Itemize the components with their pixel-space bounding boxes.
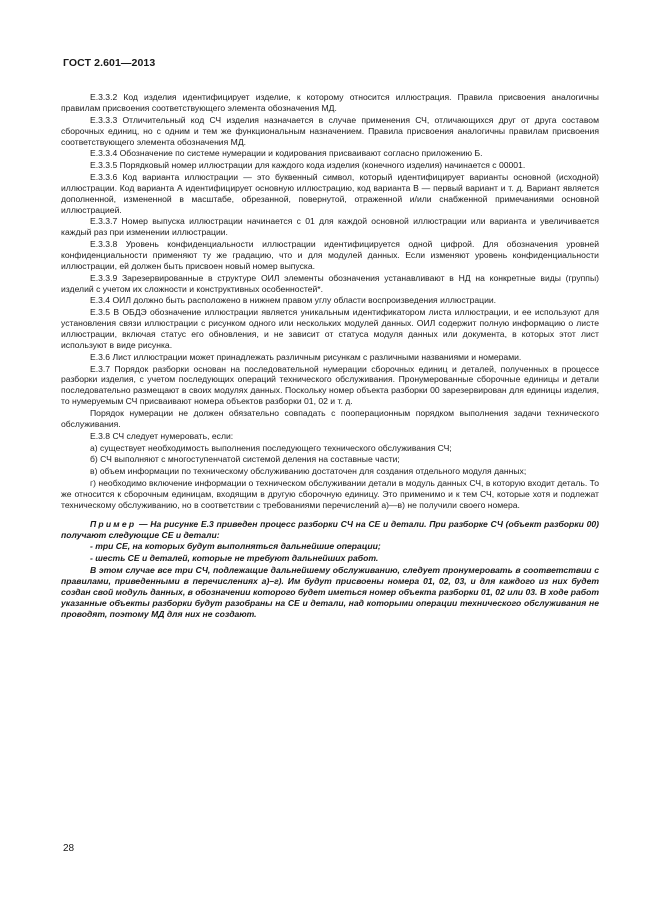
paragraph-e3-3-5: Е.3.3.5 Порядковый номер иллюстрации для каждого кода изделия (конечного изделия) начинается с 00001. [90, 160, 526, 171]
paragraph-e3-3-4: Е.3.3.4 Обозначение по системе нумерации и кодирования присваивают согласно приложению Б. [90, 148, 483, 159]
paragraph-e3-3-2: Е.3.3.2 Код изделия идентифицирует изделие, к которому относится иллюстрация. Правила присвоения аналогичны правилам присвоения соответствующего элемента обозначения МД. [61, 92, 599, 113]
example-label: Пример [90, 518, 137, 529]
list-item-a: а) существует необходимость выполнения последующего технического обслуживания СЧ; [90, 442, 452, 453]
example-bullet-1: - три СЕ, на которых будут выполняться дальнейшие операции; [90, 541, 381, 552]
paragraph-numbering-order: Порядок нумерации не должен обязательно совпадать с пооперационным порядком выполнения задачи технического обслуживания. [61, 408, 599, 429]
list-item-b: б) СЧ выполняют с многоступенчатой системой деления на составные части; [90, 454, 400, 465]
paragraph-e3-3-8: Е.3.3.8 Уровень конфиденциальности иллюстрации идентифицируется одной цифрой. Для обозначения уровней конфиденциальности применяют ту же градацию, что и для модулей данных. Если изменяют уровень конфиденциальности иллюстрации, ей должен быть присвоен новый номер выпуска. [61, 239, 599, 271]
paragraph-e3-8: Е.3.8 СЧ следует нумеровать, если: [90, 430, 234, 441]
list-item-v: в) объем информации по техническому обслуживанию достаточен для создания отдельного модуля данных; [90, 466, 527, 477]
paragraph-e3-3-9: Е.3.3.9 Зарезервированные в структуре ОИЛ элементы обозначения устанавливают в НД на конкретные виды (группы) изделий с учетом их сложности и конструктивных особенностей*. [61, 272, 599, 294]
paragraph-e3-4: Е.3.4 ОИЛ должно быть расположено в нижнем правом углу области воспроизведения иллюстрации. [90, 295, 497, 306]
paragraph-e3-3-6: Е.3.3.6 Код варианта иллюстрации — это буквенный символ, который идентифицирует варианты основной (исходной) иллюстрации. Код варианта А идентифицирует основную иллюстрацию, код варианта В — первый вариант и т. д. Вариант является дополненной, измененной в масштабе, обрезанной, повернутой, отраженной и/или снабженной примечаниями основной иллюстрацией. [61, 171, 599, 215]
example-intro-text: — На рисунке Е.3 приведен процесс разборки СЧ на СЕ и детали. При разборке СЧ (объект разборки 00) получают следующие СЕ и детали: [61, 518, 599, 540]
main-text [61, 92, 599, 621]
paragraph-e3-5: Е.3.5 В ОБДЭ обозначение иллюстрации является уникальным идентификатором листа иллюстрации, и ее используют для установления связи иллюстрации с рисунком одного или нескольких модулей данных. ОИЛ содержит полную информацию о листе иллюстрации, включая статус его обновления, и не зависит от статуса модуля данных или документа, в которых этот лист используют в виде рисунка. [61, 307, 599, 350]
paragraph-e3-6: Е.3.6 Лист иллюстрации может принадлежать различным рисункам с различными названиями и номерами. [90, 351, 522, 362]
example-intro [61, 519, 599, 541]
page-number: 28 [63, 843, 75, 854]
example-block [61, 519, 599, 620]
paragraph-e3-3-7: Е.3.3.7 Номер выпуска иллюстрации начинается с 01 для каждой основной иллюстрации или варианта и увеличивается каждый раз при изменении иллюстрации. [61, 216, 599, 238]
list-item-g: г) необходимо включение информации о техническом обслуживании детали в модуль данных СЧ, в которую входит деталь. То же относится к сборочным единицам, входящим в другую сборочную единицу. Это применимо и к тем СЧ, которые хотя и подлежат техническому обслуживанию, но в соответствии с требованиями перечислений а)—в) не получили своего номера. [61, 477, 599, 510]
paragraph-e3-7: Е.3.7 Порядок разборки основан на последовательной нумерации сборочных единиц и деталей, полученных в процессе разборки изделия, с учетом последующих операций технического обслуживания. Пронумерованные сборочные единицы и детали последовательно размещают в своих модулях данных. Поскольку номер объекта разборки 00 зарезервирован для единицы изделия, то нумеруемым СЧ присваивают номера объектов разборки 01, 02 и т. д. [61, 363, 599, 407]
example-conclusion: В этом случае все три СЧ, подлежащие дальнейшему обслуживанию, следует пронумеровать в соответствии с правилами, приведенными в перечислениях а)–г). Им будут присвоены номера 01, 02, 03, и для каждого из них будет создан свой модуль данных, в обозначении которого будет иметься номер объекта разборки 01, 02 или 03. В ходе работ указанные объекты разборки будут разобраны на СЕ и детали, над которыми операции технического обслуживания не проводят, поэтому МД для них не создают. [61, 565, 599, 619]
page-header: ГОСТ 2.601—2013 [63, 57, 156, 69]
example-bullet-2: - шесть СЕ и деталей, которые не требуют дальнейших работ. [90, 553, 379, 564]
paragraph-e3-3-3: Е.3.3.3 Отличительный код СЧ изделия назначается в случае применения СЧ, отличающихся друг от друга составом сборочных единиц, но с одним и тем же функциональным назначением. Правила присвоения аналогичны правилам присвоения соответствующего элемента обозначения МД. [61, 114, 599, 147]
